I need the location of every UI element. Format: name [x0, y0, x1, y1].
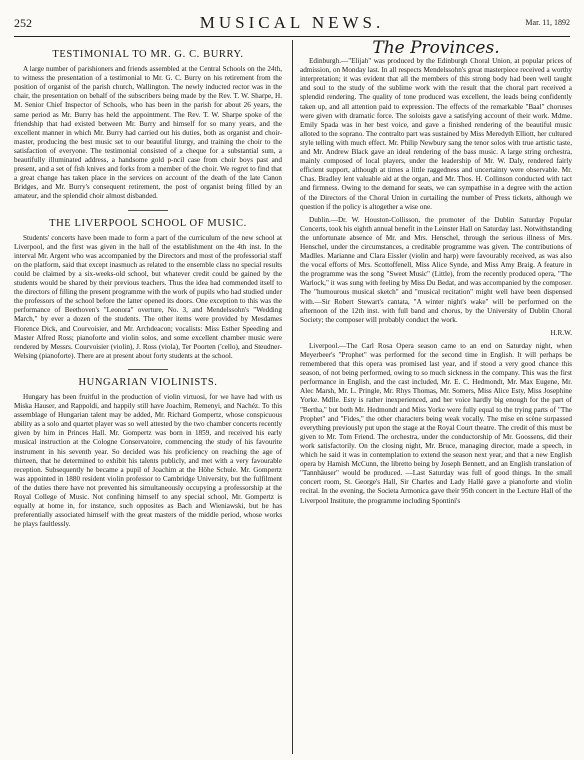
page-header	[14, 14, 570, 37]
liverpool-school-article: Students' concerts have been made to form a part of the curriculum of the new school at Liverpool, and the first was given in the hall of the establishment on the 4th inst. In the interval Mr. Argent who was accompanied by the Directors and most of the professorial staff on the platform, said that except inasmuch as related to the ensemble class no special results could be claimed by a six-weeks-old school, but whatever credit could be gained by the students would be shared by their previous teachers. Thus the idea had commended itself to the directors of filling the present programme with the work of pupils who had studied under the professors of the school before the latter opened its doors. One exception to this was the performance of Beethoven's "Leonora" overture, No. 3, and Mendelssohn's "Wedding March," by ever a dozen of the students. The other items were provided by Mesdames Florence Dick, and Courvoisier, and Mr. Archdeacon; vocalists: Miss Esther Speeding and Master Alfred Ross; pianoforte and violin solos, and some excellent chamber music were rendered by Messrs. Courvoisier (violin), J. Ross (viola), Ter Poorten ('cello), and Steudner-Welsing (pianoforte). There are at present about forty students at the school.	[14, 233, 282, 360]
provinces-heading: The Provinces.	[372, 38, 500, 58]
liverpool-school-heading: THE LIVERPOOL SCHOOL OF MUSIC.	[49, 217, 247, 229]
section-separator	[128, 210, 168, 211]
hungarian-heading: HUNGARIAN VIOLINISTS.	[78, 376, 218, 388]
issue-date: Mar. 11, 1892	[525, 18, 570, 27]
hungarian-article: Hungary has been fruitful in the production of violin virtuosi, for we have had with us Miska Hauser, and Rappoldi, and happily still have Joachim, Remenyi, and Nachéz. To this assemblage of Hungarian talent may be added, Mr. Richard Gompertz, whose conspicuous ability as a solo and quartet player was so well attested by the two chamber concerts recently given by him in Princes Hall. Mr. Gompertz was born in 1859, and received his early musical instruction at the Cologne Conservatoire, commencing the study of his favourite instrument in his seventh year. So decided was his proficiency on reaching the age of thirteen, that he determined to exhibit his talents publicly, and met with a very favourable reception. Subsequently he became a pupil of Joachim at the Höhe Schule. Mr. Gompertz was appointed in 1880 resident violin professor to Cambridge University, but the fulfilment of the duties there have not prevented his simultaneously occupying a professorship at the Royal College of Music. Not confining himself to any special school, Mr. Gompertz is equally at home in, for instance, such opposites as Bach and Wieniawski, but he has preferentially associated himself with the great masters of the middle period, whose works he plays faultlessly.	[14, 393, 282, 529]
testimonial-article: A large number of parishioners and friends assembled at the Central Schools on the 24th, to witness the presentation of a testimonial to Mr. G. C. Burry on his retirement from the position of organist of the parish church, Wallington. The newly inducted rector was in the chair, the presentation on behalf of the subscribers being made by the Rev. T. W. Sharpe, H. M. Senior Chief Inspector of Schools, who has been in the parish for about 26 years, the same period as Mr. Burry has held the appointment. The Rev. T. W. Sharpe spoke of the friendship that had existed between Mr. Burry and himself for so many years, and the excellent manner in which Mr. Burry had carried out his duties, both as organist and choir-master, producing the best music set to our beautiful liturgy, and training the choir to the satisfaction of everyone. The testimonial consisted of a cheque for a substantial sum, a beautifully illuminated address, a handsome gold p-ncil case from choir boys past and present, and a set of fish knives and forks from a member of the choir. We regret to find that a great change has taken place in the services on account of the death of the late Canon Bridges, and Mr. Burry's consequent retirement, the post of organist being filled by an amateur, and the splendid choir almost disbanded.	[14, 65, 282, 201]
right-column	[300, 38, 572, 510]
left-column	[14, 42, 282, 533]
column-divider	[292, 40, 293, 754]
dublin-article: Dublin.—Dr. W. Houston-Collisson, the promoter of the Dublin Saturday Popular Concerts, took his eighth annual benefit in the Leinster Hall on Saturday last. Notwithstanding the unfortunate absence of Mr. and Mrs. Henschel, through the serious illness of Mrs. Henschel, under the circumstances, a creditable programme was given. The contributions of Madlles. Marianne and Clara Eissler (violin and harp) were favourably received, as was also the vocal efforts of Mrs. Scottoffenell, Miss Alice Synde, and Miss Amy Braig. A feature in the programme was the song "Sweet Music" (Little), from the recently produced opera, "The Warlock," it was sung with feeling by Miss Du Bedat, and was accompanied by the composer. The "humourous musical sketch" and "musical recitation" might well have been dispensed with.—Sir Robert Stewart's cantata, "A winter night's wake" will be performed on the afternoon of the 12th inst. with full band and chorus, by the University of Dublin Choral Society; the composer will probably conduct the work.	[300, 215, 572, 324]
testimonial-heading: TESTIMONIAL TO MR. G. C. BURRY.	[52, 49, 244, 60]
section-separator	[128, 369, 168, 370]
page-number: 252	[14, 16, 32, 30]
dublin-signature: H.R.W.	[550, 328, 572, 337]
liverpool-article: Liverpool.—The Carl Rosa Opera season came to an end on Saturday night, when Meyerbeer's "Prophet" was performed for the second time in English. It will perhaps be remembered that this opera was promised last year, and if stood a very good chance this season, of not being performed, owing to so much sickness in the company. This was the first performance in English, and the cast included, Mr. E. C. Hedmondt, Mr. Max Eugene, Mr. Alec Marsh, Mr. L. Pringle, Mr. Rhys Thomas, Mr. Somers, Miss Alice Esty, Miss Josephine Yorke. Mdlle. Esty is rather inexperienced, and her voice hardly big enough for the part of "Bertha," but both Mr. Hedmondt and Miss Yorke were fully equal to the trying parts of "The Prophet" and "Fides," the other characters being weak vocally. The mise en scène surpassed everything previously put upon the stage at the Royal Court theatre. The credit of this must be given to Mr. Tom Friend. The orchestra, under the conductorship of Mr. Goossens, did their work satisfactorily. On the closing night, Mr. Bruce, managing director, made a speech, in which he said it was in contemplation to extend the season next year, and that a new English opera by Hamish McCunn, the libretto being by Joseph Bennett, and an English translation of "Tannhäuser" would be produced. —Last Saturday was full of good things. In the small concert room, St. George's Hall, Sir Charles and Lady Hallé gave a pianoforte and violin recital. In the evening, the Societa Armonica gave their 95th concert in the Lecture Hall of the Liverpool Institute, the programme including Spontini's	[300, 341, 572, 505]
edinburgh-article: Edinburgh.—"Elijah" was produced by the Edinburgh Choral Union, at popular prices of admission, on Monday last. In all respects Mendelssohn's great masterpiece received a worthy interpretation; it was evident that all the members of this strong body had been well taught and soul to the study of the sublime work with the result that the choral part received a splendid rendering. The quality of tone produced was excellent, the leads being confidently taken up, and all attention paid to expression. The effects of the remarkable "Baal" choruses were given with dramatic force. The soloists gave a satisfying account of their work. Mdme. Emily Spada was in her best voice, and gave a finished rendering of the beautiful music alloted to the soprano. The contralto part was sustained by Miss Meredyth Elliott, her cultured style telling with much effect. Mr. Philip Newbury sang the tenor solos with true artistic taste, and Mr. Andrew Black gave an ideal rendering of the bass music. A large string orchestra, mainly composed of local players, under the leadership of Mr. W. Daly, rendered fairly efficient support, although at times a little raggedness and uncertainty were observable. Mr. Chas. Bradley lent valuable aid at the organ, and Mr. Thos. H. Collinson conducted with tact and firmness. Owing to the demand for seats, we can sympathise in a degree with the action of the Directors of the Choral Union in curtailing the number of Press tickets, although we question if the policy is altogether a wise one.	[300, 57, 572, 211]
masthead-title: MUSICAL NEWS.	[199, 13, 385, 32]
